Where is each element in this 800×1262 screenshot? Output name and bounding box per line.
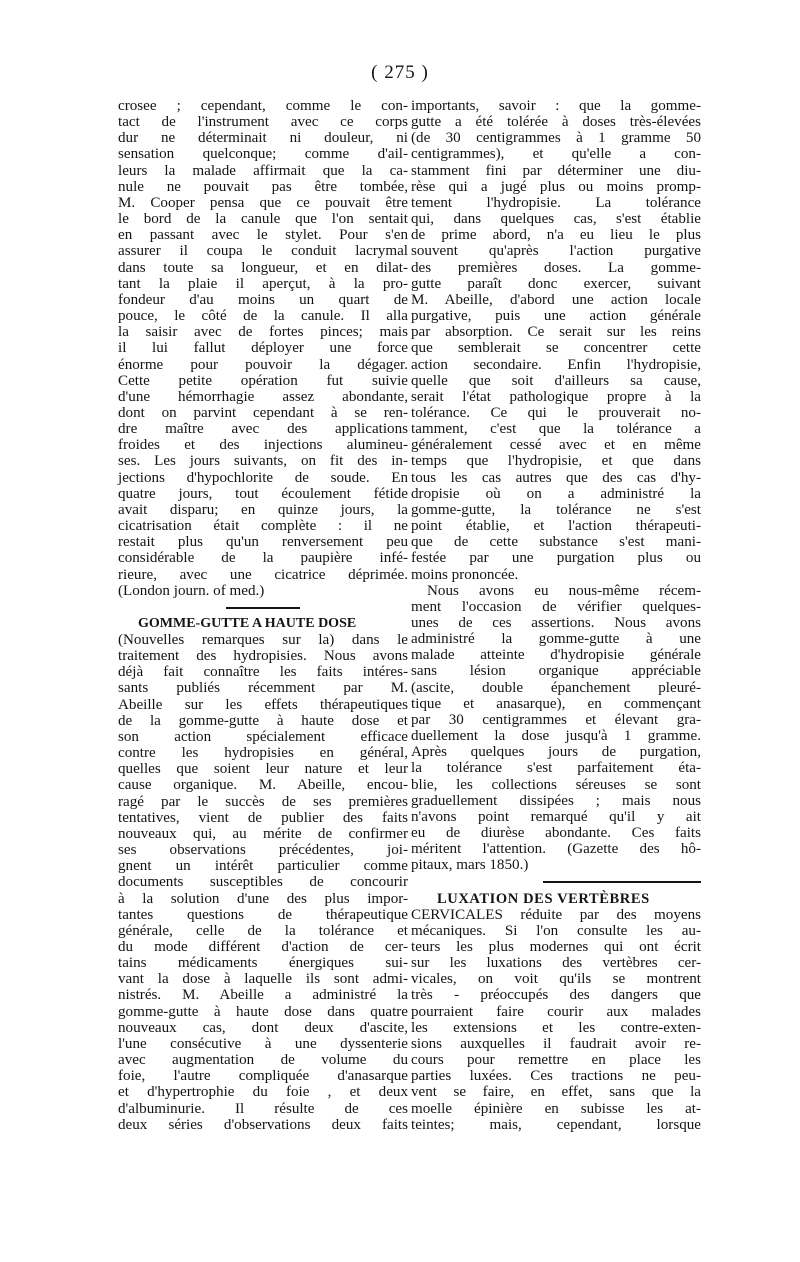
section-heading-gomme-gutte: GOMME-GUTTE A HAUTE DOSE <box>138 615 357 631</box>
text-line: (de 30 centigrammes à 1 gramme 50 <box>411 130 701 147</box>
text-line: traitement des hydropisies. Nous avons <box>118 648 408 665</box>
text-line: générale, celle de la tolérance et <box>118 922 408 939</box>
text-line: nouveaux cas, dont deux d'ascite, <box>118 1019 408 1036</box>
text-line: gutte paraît donc exercer, suivant <box>411 275 701 292</box>
text-line: malade atteinte d'hydropisie générale <box>411 647 701 664</box>
text-line: sions auxquelles il faudrait avoir re- <box>411 1035 701 1052</box>
text-line: crosee ; cependant, comme le con- <box>118 98 408 114</box>
text-line: dans toute sa longueur, et en dilat- <box>118 259 408 276</box>
text-line: assurer il coupa le conduit lacrymal <box>118 243 408 260</box>
text-line: cours pour remettre en place les <box>411 1052 701 1069</box>
text-line: avait disparu; en quinze jours, la <box>118 501 408 518</box>
text-line: quelle que soit d'ailleurs sa cause, <box>411 372 701 389</box>
text-line: dre maître avec des applications <box>118 421 408 438</box>
right-column <box>411 98 701 1133</box>
text-line: deux séries d'observations deux faits <box>118 1116 408 1133</box>
text-line: festée par une purgation plus ou <box>411 550 701 567</box>
text-line: pourraient faire courir aux malades <box>411 1003 701 1020</box>
text-line: contre les hydropisies en général, <box>118 745 408 762</box>
text-line: cicatrisation était complète : il ne <box>118 518 408 535</box>
section-divider <box>226 607 300 609</box>
text-line: froides et des injections alumineu- <box>118 437 408 454</box>
text-line: tentatives, vient de publier des faits <box>118 809 408 826</box>
page-number: ( 275 ) <box>371 62 429 83</box>
text-line: vicales, on voit qu'ils se montrent <box>411 971 701 988</box>
text-line: moins prononcée. <box>411 566 519 583</box>
text-line: ses observations précédentes, joi- <box>118 842 408 859</box>
text-line: tact de l'instrument avec ce corps <box>118 114 408 131</box>
text-line: gnent un intérêt particulier comme <box>118 858 408 875</box>
text-line: qui, dans quelques cas, s'est établie <box>411 211 701 228</box>
text-line: tantes questions de thérapeutique <box>118 906 408 923</box>
text-line: ses. Les jours suivants, on fit des in- <box>118 453 408 470</box>
text-line: restait plus qu'un renversement peu <box>118 534 408 551</box>
text-line: Après quelques jours de purgation, <box>411 744 701 761</box>
section-divider <box>543 881 701 883</box>
text-line: foie, l'autre compliquée d'anasarque <box>118 1068 408 1085</box>
text-line: n'avons point remarqué qu'il y ait <box>411 808 701 825</box>
text-line: vent se faire, en effet, sans que la <box>411 1084 701 1101</box>
text-line: gomme-gutte à haute dose dans quatre <box>118 1003 408 1020</box>
text-line: et d'hypertrophie du foie , et deux <box>118 1084 408 1101</box>
text-line: mécaniques. Si l'on consulte les au- <box>411 922 701 939</box>
text-line: les extensions et les contre-exten- <box>411 1019 701 1036</box>
text-line: énorme pour pouvoir la dégager. <box>118 356 408 373</box>
text-line: quelles que soient leur nature et leur <box>118 761 408 778</box>
text-line: M. Abeille, d'abord une action locale <box>411 291 701 308</box>
text-line: quatre jours, tout écoulement fétide <box>118 485 408 502</box>
text-line: que de cette substance s'est mani- <box>411 534 701 551</box>
text-line: le bord de la canule que l'on sentait <box>118 211 408 228</box>
text-line: nule ne pouvait pas être tombée, <box>118 178 408 195</box>
text-line: ragé par le succès de ses premières <box>118 793 408 810</box>
text-line: documents susceptibles de concourir <box>118 874 408 891</box>
text-line: stamment fini par déterminer une diu- <box>411 162 701 179</box>
text-line: unes de ces assertions. Nous avons <box>411 615 701 631</box>
text-line: purgative, puis une action générale <box>411 308 701 325</box>
text-line: sensation quelconque; comme d'ail- <box>118 146 408 163</box>
text-line: Nous avons eu nous-même récem- <box>427 582 701 599</box>
text-line: d'albuminurie. Il résulte de ces <box>118 1100 408 1117</box>
text-line: pitaux, mars 1850.) <box>411 857 529 874</box>
text-line: gutte a été tolérée à doses très-élevées <box>411 114 701 131</box>
text-line: l'une consécutive à une dyssenterie <box>118 1035 408 1052</box>
text-line: centigrammes), et qu'elle a con- <box>411 146 701 163</box>
left-column <box>118 98 408 1133</box>
text-line: nouveaux qui, au mérite de confirmer <box>118 825 408 842</box>
text-line: teurs les plus modernes qui ont écrit <box>411 938 701 955</box>
text-line: CERVICALES réduite par des moyens <box>411 906 701 923</box>
text-line: par absorption. Ce serait sur les reins <box>411 324 701 341</box>
text-line: dont on parvint cependant à se ren- <box>118 404 408 421</box>
text-line: déjà fait connaître les faits intéres- <box>118 664 408 681</box>
text-line: avec augmentation de volume du <box>118 1052 408 1069</box>
text-line: M. Cooper pensa que ce pouvait être <box>118 194 408 211</box>
text-line: méritent l'attention. (Gazette des hô- <box>411 841 701 858</box>
text-line: point établie, et l'action thérapeuti- <box>411 518 701 535</box>
text-line: la tolérance s'est parfaitement éta- <box>411 760 701 777</box>
text-line: duellement la dose jusqu'à 1 gramme. <box>411 728 701 745</box>
text-line: temps que l'hydropisie, et que dans <box>411 453 701 470</box>
text-line: en passant avec le stylet. Pour s'en <box>118 227 408 244</box>
text-line: considérable de la paupière infé- <box>118 550 408 567</box>
text-line: importants, savoir : que la gomme- <box>411 98 701 114</box>
text-line: sants publiés récemment par M. <box>118 680 408 697</box>
text-line: tous les cas autres que des cas d'hy- <box>411 469 701 486</box>
text-line: tains médicaments énergiques sui- <box>118 955 408 972</box>
text-line: serait l'état pathologique propre à la <box>411 388 701 405</box>
text-line: pouce, le côté de la canule. Il alla <box>118 308 408 325</box>
text-line: il lui fallut déployer une force <box>118 340 408 357</box>
text-line: (ascite, double épanchement pleuré- <box>411 679 701 696</box>
text-line: blie, les collections séreuses se sont <box>411 776 701 793</box>
text-line: ment l'occasion de vérifier quelques- <box>411 598 701 615</box>
section-heading-luxation: LUXATION DES VERTÈBRES <box>437 890 650 907</box>
text-line: souvent qu'après l'action purgative <box>411 243 701 260</box>
text-line: fondeur d'au moins un quart de <box>118 291 408 308</box>
left-text-block-1 <box>118 98 408 599</box>
right-text-block-2 <box>411 583 701 874</box>
text-line: teintes; mais, cependant, lorsque <box>411 1116 701 1133</box>
text-line: dur ne déterminait ni douleur, ni <box>118 130 408 147</box>
text-line: tamment, c'est que la tolérance a <box>411 421 701 438</box>
text-line: rèse qui a jugé plus ou moins promp- <box>411 178 701 195</box>
text-line: tique et anasarque), en commençant <box>411 695 701 712</box>
text-line: la saisir avec de fortes pinces; mais <box>118 324 408 341</box>
right-text-block-1 <box>411 98 701 583</box>
text-line: administré la gomme-gutte à une <box>411 631 701 648</box>
left-text-block-2 <box>118 632 408 1133</box>
text-line: action secondaire. Enfin l'hydropisie, <box>411 356 701 373</box>
text-line: moelle épinière en subisse les at- <box>411 1100 701 1117</box>
text-line: gomme-gutte, la tolérance ne s'est <box>411 501 701 518</box>
text-line: très - préoccupés des dangers que <box>411 987 701 1004</box>
text-line: tement l'hydropisie. La tolérance <box>411 194 701 211</box>
text-line: cause organique. M. Abeille, encou- <box>118 777 408 794</box>
text-line: (Nouvelles remarques sur la) dans le <box>118 632 408 648</box>
text-line: rieure, avec une cicatrice déprimée. <box>118 566 408 583</box>
text-line: son action spécialement efficace <box>118 728 408 745</box>
text-line: leurs la malade affirmait que la ca- <box>118 162 408 179</box>
text-line: de prime abord, n'a eu lieu le plus <box>411 227 701 244</box>
text-line: dropisie où on a administré la <box>411 485 701 502</box>
text-line: de la gomme-gutte à haute dose et <box>118 712 408 729</box>
right-text-block-3 <box>411 907 701 1133</box>
text-line: du mode différent d'action de cer- <box>118 938 408 955</box>
text-line: jections d'hypochlorite de soude. En <box>118 469 408 486</box>
text-line: que semblerait se concentrer cette <box>411 340 701 357</box>
text-line: tolérance. Ce qui le prouverait no- <box>411 404 701 421</box>
text-line: d'une hémorrhagie assez abondante, <box>118 388 408 405</box>
text-line: à la solution d'une des plus impor- <box>118 890 408 907</box>
text-line: eu de diurèse abondante. Ces faits <box>411 825 701 842</box>
text-line: des premières doses. La gomme- <box>411 259 701 276</box>
text-line: parties luxées. Ces tractions ne peu- <box>411 1068 701 1085</box>
text-line: sur les luxations des vertèbres cer- <box>411 955 701 972</box>
text-line: Abeille sur les effets thérapeutiques <box>118 696 408 713</box>
text-line: nistrés. M. Abeille a administré la <box>118 987 408 1004</box>
text-line: (London journ. of med.) <box>118 582 265 599</box>
text-line: vant la dose à laquelle ils sont admi- <box>118 971 408 988</box>
text-line: sans lésion organique appréciable <box>411 663 701 680</box>
text-line: Cette petite opération fut suivie <box>118 372 408 389</box>
text-line: graduellement dissipées ; mais nous <box>411 792 701 809</box>
text-line: généralement cessé avec et en même <box>411 437 701 454</box>
text-line: tant la plaie il aperçut, à la pro- <box>118 275 408 292</box>
text-line: par 30 centigrammes et élevant gra- <box>411 711 701 728</box>
